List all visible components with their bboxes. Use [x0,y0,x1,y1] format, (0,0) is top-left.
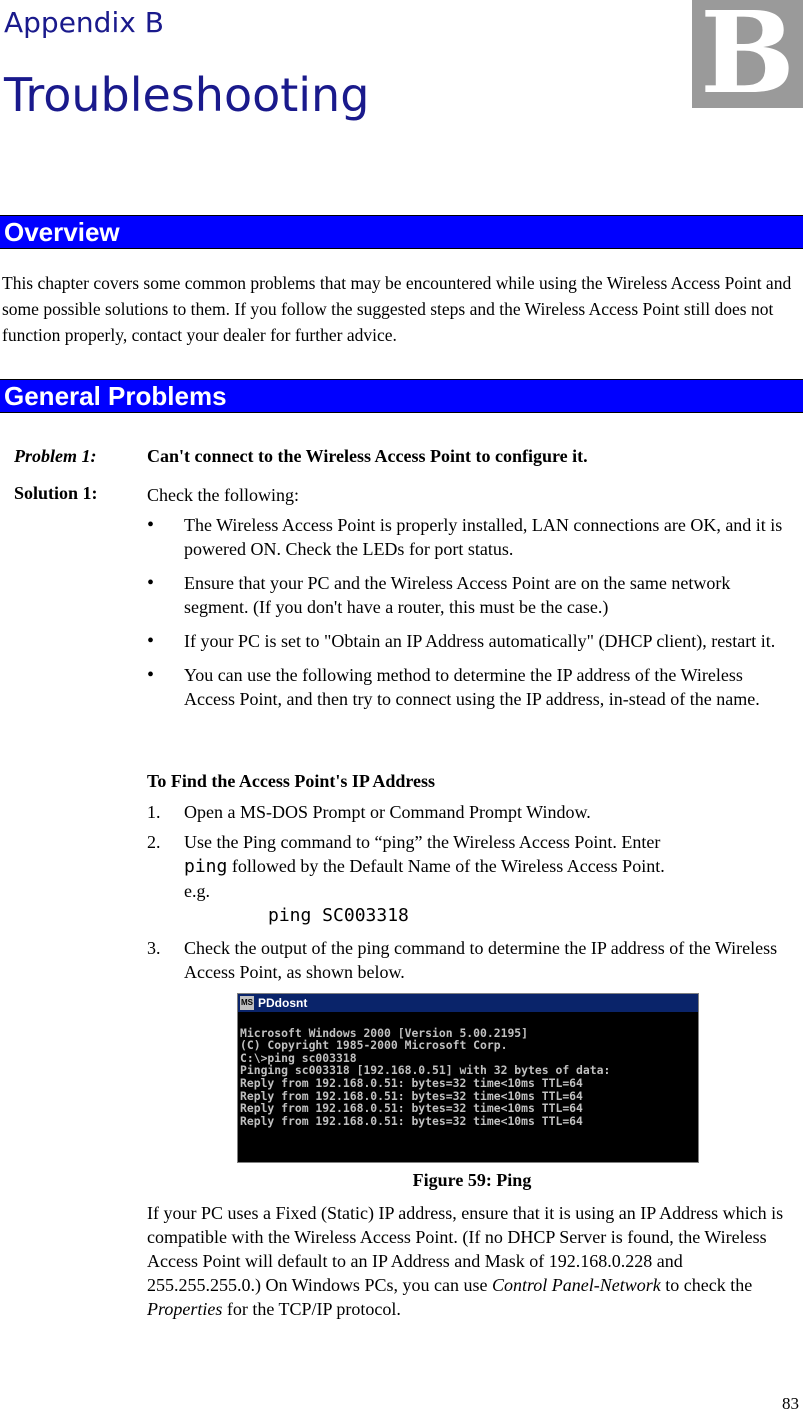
step-text: followed by the Default Name of the Wireless Access Point. [231,856,665,876]
list-item: • If your PC is set to "Obtain an IP Address automatically" (DHCP client), restart it. [147,629,787,653]
problem-text: Can't connect to the Wireless Access Point to configure it. [147,446,588,466]
list-item: • The Wireless Access Point is properly installed, LAN connections are OK, and it is powered ON. Check the LEDs for port status. [147,513,787,561]
msdos-icon: MS [240,996,254,1010]
problem-label: Problem 1: [14,446,97,466]
terminal-titlebar [238,994,698,1012]
steps-list [147,800,787,984]
overview-heading: Overview [0,215,803,249]
step-number: 3. [147,938,161,958]
step-text: Use the Ping command to “ping” the Wireless Access Point. Enter [184,832,661,852]
terminal-line: Pinging sc003318 [192.168.0.51] with 32 bytes of data: [240,1063,611,1078]
paragraph-text: for the TCP/IP protocol. [226,1299,401,1319]
paragraph-text: to check the [665,1275,753,1295]
page-number: 83 [782,1394,799,1413]
terminal-line: (C) Copyright 1985-2000 Microsoft Corp. [240,1038,508,1053]
terminal-line: Reply from 192.168.0.51: bytes=32 time<10ms TTL=64 [240,1113,583,1128]
chapter-title: Troubleshooting [4,68,370,122]
appendix-label: Appendix B [4,6,164,39]
overview-paragraph: This chapter covers some common problems that may be encountered while using the Wireless Access Point and some possible solutions to them. If you follow the suggested steps and the Wireless Access Point still does not function properly, contact your dealer for further advice. [2,273,792,345]
paragraph-text: If your PC uses a Fixed (Static) IP address, ensure that it is using an IP Address which is compatible with the Wireless Access Point. (If no DHCP Server is found, the Wireless Access Point will default to an IP Address and Mask of 192.168.0.228 and 255.255.255.0.) On Windows PCs, you can use [147,1203,784,1295]
emphasis-properties: Properties [147,1299,223,1319]
list-item: • You can use the following method to determine the IP address of the Wireless Access Point, and then try to connect using the IP address, in-stead of the name. [147,663,787,711]
step-number: 2. [147,832,161,852]
step-item [147,800,787,824]
inline-code: ping [184,856,228,877]
step-text: Check the output of the ping command to determine the IP address of the Wireless Access Point, as shown below. [184,938,778,982]
chapter-letter-badge: B [692,0,803,108]
terminal-line: Reply from 192.168.0.51: bytes=32 time<10ms TTL=64 [240,1088,583,1103]
find-ip-heading: To Find the Access Point's IP Address [147,771,436,791]
command-prompt-screenshot [237,993,699,1163]
step-item [147,936,787,984]
emphasis-control-panel: Control Panel-Network [491,1275,661,1295]
example-label: e.g. [184,881,210,901]
terminal-line: Reply from 192.168.0.51: bytes=32 time<10ms TTL=64 [240,1101,583,1116]
terminal-title: PDdosnt [258,996,308,1010]
solution-intro: Check the following: [147,485,299,505]
list-item: • Ensure that your PC and the Wireless Access Point are on the same network segment. (If you don't have a router, this must be the case.) [147,571,787,619]
terminal-output [238,1012,698,1153]
step-item [147,830,787,928]
terminal-line: Reply from 192.168.0.51: bytes=32 time<10ms TTL=64 [240,1075,583,1090]
check-list [147,513,787,721]
solution-label: Solution 1: [14,483,98,503]
step-text: Open a MS-DOS Prompt or Command Prompt Window. [184,802,591,822]
example-command: ping SC003318 [268,905,409,926]
step-number: 1. [147,802,161,822]
static-ip-paragraph [147,1201,797,1321]
general-problems-heading: General Problems [0,379,803,413]
terminal-line: Microsoft Windows 2000 [Version 5.00.2195] [240,1025,529,1040]
figure-caption: Figure 59: Ping [412,1170,532,1190]
terminal-line: C:\>ping sc003318 [240,1050,357,1065]
